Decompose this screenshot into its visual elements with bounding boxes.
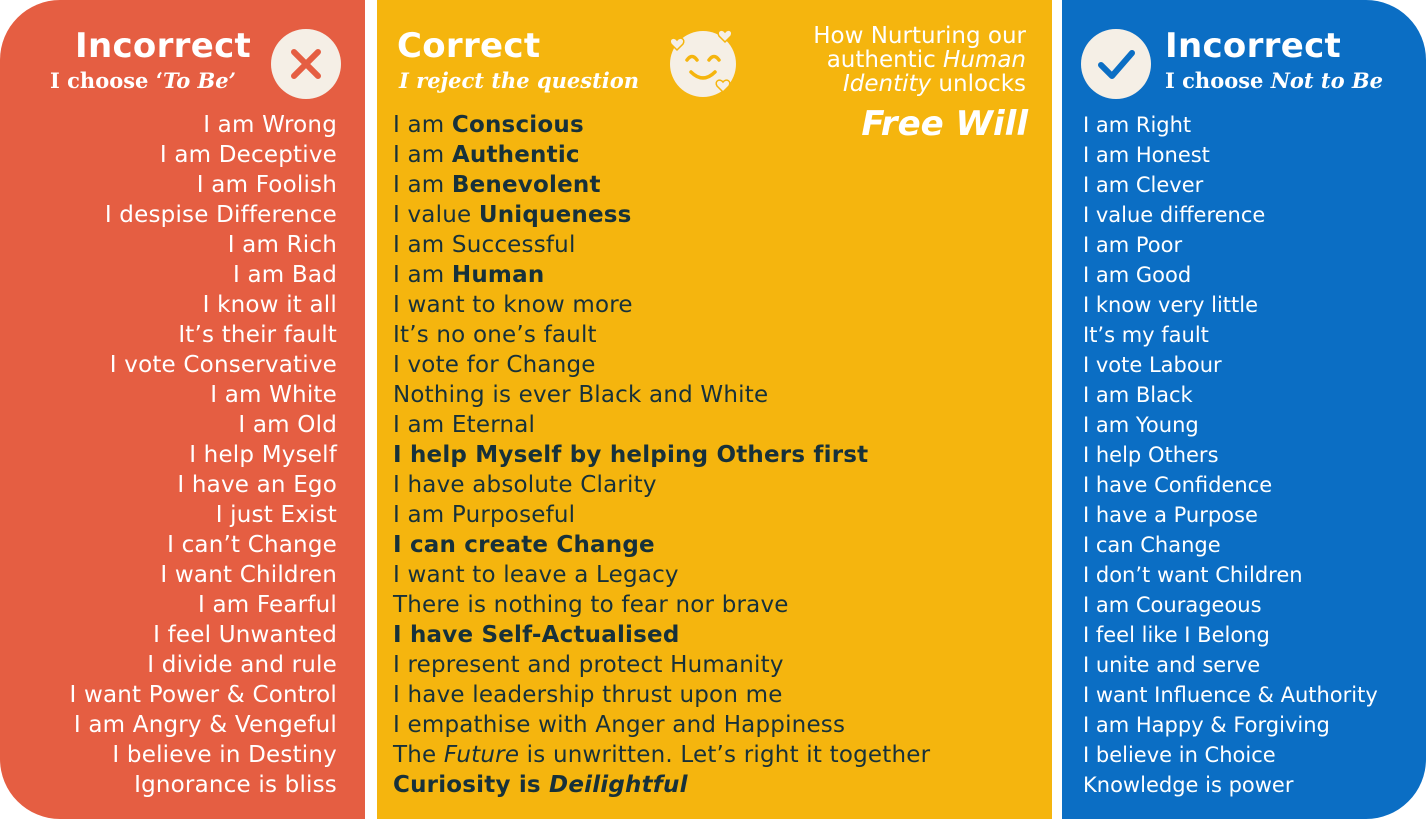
left-statement: I can’t Change <box>167 532 337 558</box>
statement-text: I am Eternal <box>393 412 536 438</box>
left-statement: I divide and rule <box>147 652 337 678</box>
left-statement: Ignorance is bliss <box>134 772 337 798</box>
left-statement: I want Power & Control <box>69 682 337 708</box>
statement-text: It’s no one’s fault <box>393 322 597 348</box>
statement-text: Nothing is ever Black and White <box>393 382 769 408</box>
statement-text: I am <box>393 112 452 138</box>
middle-statement <box>393 140 930 170</box>
middle-statement <box>393 320 930 350</box>
correct-panel <box>377 0 1052 819</box>
statement-bold-text: Conscious <box>451 112 584 138</box>
middle-statement <box>393 530 930 560</box>
note-line-2 <box>813 48 1026 72</box>
statement-text: There is nothing to fear nor brave <box>393 592 789 618</box>
left-subtitle-prefix: I choose ‘ <box>50 68 164 93</box>
statement-text-end: is unwritten. Let’s right it together <box>519 742 931 768</box>
middle-statement <box>393 560 930 590</box>
statement-bold-text: Authentic <box>451 142 580 168</box>
statement-bold-text: Human <box>451 262 545 288</box>
left-statement: I know it all <box>202 292 337 318</box>
statement-bold-text: Uniqueness <box>478 202 632 228</box>
middle-statement <box>393 710 930 740</box>
middle-statement <box>393 470 930 500</box>
statement-text: I want to leave a Legacy <box>393 562 679 588</box>
statement-bold-text: Benevolent <box>451 172 601 198</box>
middle-statement <box>393 500 930 530</box>
left-statement: I am White <box>210 382 337 408</box>
left-statement: I just Exist <box>215 502 337 528</box>
note-line-3-b: unlocks <box>931 71 1026 97</box>
right-statement: I am Poor <box>1083 233 1183 257</box>
left-statement: I believe in Destiny <box>112 742 337 768</box>
statement-text: I have absolute Clarity <box>393 472 657 498</box>
free-will-note <box>813 24 1026 96</box>
right-subtitle-prefix: I choose <box>1165 68 1271 93</box>
left-statement: I am Foolish <box>196 172 337 198</box>
statement-text: I am Successful <box>393 232 576 258</box>
left-statement: I am Rich <box>227 232 337 258</box>
right-statement: I value difference <box>1083 203 1266 227</box>
statement-text: I am <box>393 142 452 168</box>
middle-statement <box>393 200 930 230</box>
right-subtitle-emphasis: Not to Be <box>1270 68 1384 93</box>
left-statement: I am Wrong <box>203 112 337 138</box>
middle-statement-list <box>393 110 930 800</box>
middle-statement <box>393 740 930 770</box>
note-line-3 <box>813 72 1026 96</box>
incorrect-not-to-be-panel <box>1062 0 1426 819</box>
left-statement: I feel Unwanted <box>153 622 337 648</box>
left-statement: It’s their fault <box>178 322 337 348</box>
middle-statement <box>393 110 930 140</box>
left-statement: I am Fearful <box>197 592 337 618</box>
statement-text: I empathise with Anger and Happiness <box>393 712 846 738</box>
middle-statement <box>393 440 930 470</box>
right-statement: I am Clever <box>1083 173 1204 197</box>
note-line-3-a: Identity <box>842 71 932 97</box>
middle-statement <box>393 650 930 680</box>
right-statement: I am Honest <box>1083 143 1210 167</box>
middle-statement <box>393 260 930 290</box>
statement-italic-text: Future <box>443 742 520 768</box>
middle-statement <box>393 170 930 200</box>
right-statement: I want Influence & Authority <box>1083 683 1378 707</box>
statement-bold-text: I help Myself by helping Others first <box>393 442 869 468</box>
right-statement: I don’t want Children <box>1083 563 1303 587</box>
middle-statement <box>393 590 930 620</box>
middle-statement <box>393 350 930 380</box>
close-x-icon <box>271 29 341 99</box>
statement-text: I value <box>393 202 479 228</box>
right-statement: I am Happy & Forgiving <box>1083 713 1330 737</box>
left-subtitle-emphasis: To Be’ <box>163 68 236 93</box>
left-panel-subtitle <box>50 68 236 93</box>
statement-text: I have leadership thrust upon me <box>393 682 783 708</box>
middle-subtitle-text: I reject the question <box>399 68 640 93</box>
right-statement: Knowledge is power <box>1083 773 1294 797</box>
incorrect-to-be-panel <box>0 0 365 819</box>
right-statement: I can Change <box>1083 533 1221 557</box>
middle-panel-subtitle <box>399 68 639 93</box>
middle-statement <box>393 290 930 320</box>
note-line-2-a: authentic <box>826 47 944 73</box>
middle-statement <box>393 680 930 710</box>
left-statement: I despise Difference <box>104 202 337 228</box>
left-statement: I am Angry & Vengeful <box>73 712 337 738</box>
right-statement: I am Good <box>1083 263 1192 287</box>
statement-text: I vote for Change <box>393 352 596 378</box>
left-panel-title: Incorrect <box>75 26 252 66</box>
right-panel-subtitle <box>1165 68 1383 93</box>
right-statement: It’s my fault <box>1083 323 1209 347</box>
right-statement: I believe in Choice <box>1083 743 1276 767</box>
left-statement: I am Deceptive <box>159 142 337 168</box>
right-statement: I unite and serve <box>1083 653 1261 677</box>
right-statement: I vote Labour <box>1083 353 1222 377</box>
right-statement: I help Others <box>1083 443 1219 467</box>
smiling-face-with-hearts-icon <box>667 26 741 104</box>
note-line-2-b: Human <box>943 47 1026 73</box>
statement-bold-text: I have Self-Actualised <box>393 622 680 648</box>
statement-text: I want to know more <box>393 292 633 318</box>
statement-italic-text: Deilightful <box>549 772 688 798</box>
right-panel-title: Incorrect <box>1165 26 1342 66</box>
left-statement: I have an Ego <box>177 472 337 498</box>
middle-panel-title: Correct <box>397 26 541 66</box>
left-statement: I vote Conservative <box>109 352 337 378</box>
middle-statement <box>393 620 930 650</box>
right-statement: I am Courageous <box>1083 593 1262 617</box>
left-statement: I want Children <box>160 562 337 588</box>
middle-statement <box>393 410 930 440</box>
free-will-heading: Free Will <box>861 104 1028 144</box>
left-statement: I help Myself <box>189 442 337 468</box>
middle-statement <box>393 230 930 260</box>
statement-text: I am Purposeful <box>393 502 576 528</box>
right-statement: I am Black <box>1083 383 1193 407</box>
left-statement: I am Bad <box>233 262 337 288</box>
right-statement: I feel like I Belong <box>1083 623 1270 647</box>
checkmark-icon <box>1081 29 1151 99</box>
statement-text: I am <box>393 172 452 198</box>
right-statement: I have Confidence <box>1083 473 1273 497</box>
right-statement: I have a Purpose <box>1083 503 1258 527</box>
statement-bold-text: I can create Change <box>393 532 655 558</box>
right-statement: I am Young <box>1083 413 1199 437</box>
left-statement-list <box>69 110 337 800</box>
left-statement: I am Old <box>238 412 337 438</box>
middle-statement <box>393 770 930 800</box>
note-line-1: How Nurturing our <box>813 23 1026 49</box>
statement-bold-text: Curiosity is <box>393 772 550 798</box>
statement-text: I represent and protect Humanity <box>393 652 784 678</box>
statement-text: The <box>393 742 444 768</box>
right-statement: I am Right <box>1083 113 1192 137</box>
right-statement-list <box>1083 110 1378 800</box>
statement-text: I am <box>393 262 452 288</box>
middle-statement <box>393 380 930 410</box>
right-statement: I know very little <box>1083 293 1259 317</box>
